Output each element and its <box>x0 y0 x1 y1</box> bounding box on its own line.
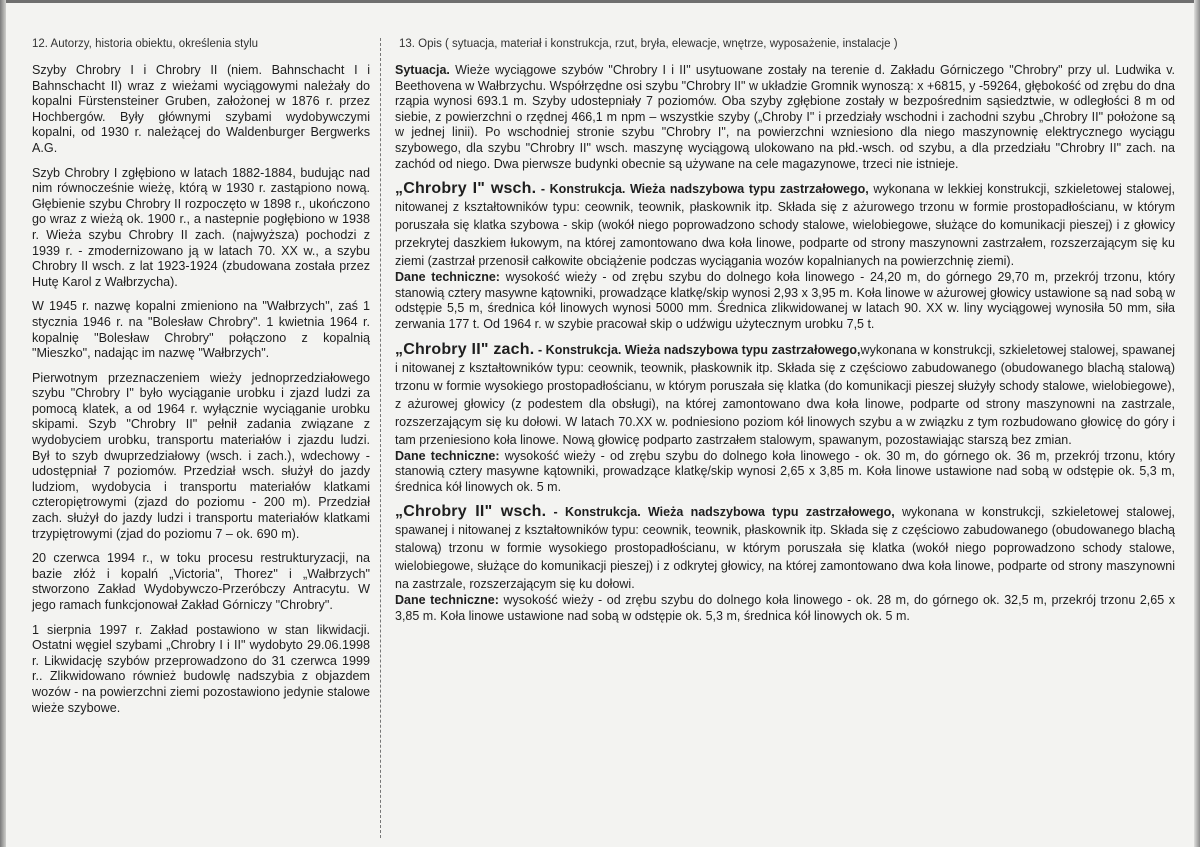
tower-3-construction <box>395 503 1175 593</box>
situation-text: Wieże wyciągowe szybów "Chrobry I i II" usytuowane zostały na terenie d. Zakładu Górniczego "Chrobry" przy ul. Ludwika v. Beethovena w Wałbrzychu. Współrzędne osi szybu "Chrobry II" w układzie Gromnik wynoszą: x +6815, y -59264, głębokość od zrębu do dna rząpia wynosi 693.1 m. Szyby udostepniały 7 poziomów. Oba szyby zgłębione zostały w bezpośrednim sąsiedztwie, w odległości 8 m od siebie, z powierzchni o rzędnej 466,1 m npm – wszystkie szyby („Chroby I" i przedziały wschodni i zachodni szybu „Chrobry II" położone są w jednej linii). Po wschodniej stronie szybu "Chrobry I", na powierzchni wzniesiono dla niego maszynownię elektrycznego wyciągu szybowego, dla szybu "Chrobry II" wsch. maszynę wyciągową ulokowano na płd.-wsch. od szybu, a dla przedziału "Chrobry II" zach. na zachód od niego. Dwa pierwsze budynki obecnie są używane na cele magazynowe, trzeci nie istnieje. <box>395 63 1175 171</box>
situation-label: Sytuacja. <box>395 63 450 77</box>
history-heading: 12. Autorzy, historia obiektu, określenia stylu <box>32 38 259 50</box>
tower-2-construction <box>395 341 1175 449</box>
scan-edge-right <box>1194 0 1200 847</box>
history-paragraph-5: 20 czerwca 1994 r., w toku procesu restrukturyzacji, na bazie złóż i kopalń „Victoria", Thorez" i „Wałbrzych" stworzono Zakład Wydobywczo-Przeróbczy Antracytu. W jego ramach funkcjonował Zakład Górniczy "Chrobry". <box>32 551 370 612</box>
tower-1-technical-text: wysokość wieży - od zrębu szybu do dolnego koła linowego - 24,20 m, do górnego 29,70 m, przekrój trzonu, który stanowią cztery masywne kątowniki, prowadzące klatkę/skip wynosi 2,93 x 3,95 m. Koła linowe w ażurowej głowicy ustawione są nad sobą w odstępie 5,5 m, średnica kół linowych wynosi 5000 mm. Średnica zlikwidowanej w latach 90. XX w. liny wyciągowej wynosiła 50 mm, siła zerwania 177 t. Od 1964 r. w szybie pracował skip o udźwigu użytecznym urobku 7,5 t. <box>395 270 1175 331</box>
history-paragraph-4: Pierwotnym przeznaczeniem wieży jednoprzedziałowego szybu "Chrobry I" było wyciąganie urobku i zjazd ludzi za pomocą klatek, a od 1964 r. wyłącznie wyciąganie urobku skipami. Szyb "Chrobry II" pełnił zadania związane z wydobyciem urobku, transportu materiałów i zjazdu ludzi. Był to szyb dwuprzedziałowy (wsch. i zach.), wdechowy - udostępniał 7 poziomów. Przedział wsch. służył do jazdy ludziom, wydobycia i transportu materiałów klatkami czteropiętrowymi (zjazd do poziomu - 200 m). Przedział zach. służył do jazdy ludzi i transportu materiałów klatkami trzypiętrowymi (zjad do poziomu 7 – ok. 690 m). <box>32 370 370 541</box>
tower-2-construction-label: - Konstrukcja. Wieża nadszybowa typu zastrzałowego, <box>534 342 861 357</box>
tower-2-name: „Chrobry II" zach. <box>395 340 535 358</box>
scan-edge-top <box>0 0 1200 3</box>
tower-3-technical-text: wysokość wieży - od zrębu szybu do dolnego koła linowego - ok. 28 m, do górnego ok. 32,5 m, przekrój trzonu 2,65 x 3,85 m. Koła linowe ustawione nad sobą w odstępie ok. 5,3 m, średnica kół linowych ok. 5 m. <box>395 593 1175 623</box>
tower-3-technical-label: Dane techniczne: <box>395 593 499 608</box>
tower-1-construction <box>395 180 1175 270</box>
tower-3-technical <box>395 593 1175 624</box>
tower-1-construction-text: wykonana w lekkiej konstrukcji, szkieletowej stalowej, nitowanej z kształtowników typu: ceownik, teownik, płaskownik itp. Składa się z ażurowego trzonu w formie prostopadłościanu, w którym poruszała się klatka szybowa - skip (wokół niego poprowadzono schody stalowe, wielobiegowe, służące do komunikacji pieszej) i z głowicy przekrytej daszkiem łukowym, na której zamontowano dwa koła linowe, podparte od strony maszynowni zastrzałem, rozszerzającym się ku ziemi (zastrzał przenosił całkowite obciążenie podczas wyciągania wozów kopalnianych na powierzchnię ziemi). <box>395 182 1175 269</box>
history-paragraph-1: Szyby Chrobry I i Chrobry II (niem. Bahnschacht I i Bahnschacht II) wraz z wieżami wyciągowymi należały do kopalni Fürstensteiner Gruben, założonej w 1876 r. przez Hochbergów. Były głównymi szybami wydobywczymi kopalni, od 1930 r. należącej do Waldenburger Bergwerks A.G. <box>32 63 370 155</box>
tower-1-technical <box>395 270 1175 332</box>
description-heading: 13. Opis ( sytuacja, materiał i konstrukcja, rzut, bryła, elewacje, wnętrze, wyposażenie, instalacje ) <box>399 38 898 50</box>
tower-1-technical-label: Dane techniczne: <box>395 270 500 285</box>
tower-2-technical <box>395 449 1175 496</box>
description-column <box>395 38 1175 633</box>
tower-2-construction-text: wykonana w konstrukcji, szkieletowej stalowej, spawanej i nitowanej z kształtowników typu: ceownik, teownik, płaskownik itp. Składa się z częściowo zabudowanego (obudowanego blachą stalową) trzonu w formie wysokiego prostopadłościanu, w którym poruszała się klatka (do komunikacji pieszej służyły schody stalowe, wielobiegowe), z ażurowej głowicy (z podestem dla obsługi), na której zamontowano dwa koła linowe, podparte od strony maszynowni na zastrzale, rozszerzającym się ku dołowi. W latach 70.XX w. podniesiono poziom kół linowych szybu a w związku z tym rozbudowano głowicę do góry i tam przeniesiono koła linowe. Nową głowicę podparto zastrzałem stalowym, spawanym, pozostawiając starszą bez zmian. <box>395 342 1175 447</box>
tower-1-construction-label: - Konstrukcja. Wieża nadszybowa typu zastrzałowego, <box>536 182 869 197</box>
history-paragraph-3: W 1945 r. nazwę kopalni zmieniono na "Wałbrzych", zaś 1 stycznia 1946 r. na "Bolesław Chrobry". 1 kwietnia 1964 r. kopalnię "Bolesław Chrobry" połączono z kopalnią "Mieszko", nadając im nazwę "Wałbrzych". <box>32 299 370 361</box>
tower-3-construction-label: - Konstrukcja. Wieża nadszybowa typu zastrzałowego, <box>546 505 895 520</box>
tower-3-name: „Chrobry II" wsch. <box>395 503 547 521</box>
tower-1-name: „Chrobry I" wsch. <box>395 180 537 198</box>
scan-edge-left <box>0 0 6 847</box>
history-paragraph-6: 1 sierpnia 1997 r. Zakład postawiono w stan likwidacji. Ostatni węgiel szybami „Chrobry I i II" wydobyto 29.06.1998 r. Likwidację szybów przeprowadzono do 31 czerwca 1999 r.. Zlikwidowano również budowlę nadszybia z objazdem wozów - na powierzchni ziemi pozostawiono jedynie stalowe wieże szybowe. <box>32 622 370 715</box>
tower-3-construction-text: wykonana w konstrukcji, szkieletowej stalowej, spawanej i nitowanej z kształtowników typu: ceownik, teownik, płaskownik itp. Składa się z częściowo zabudowanego (obudowanego blachą stalową) trzonu w formie wysokiego prostopadłościanu, w którym poruszała się klatka (wokół niego poprowadzono schody stalowe, wielobiegowe, służące do komunikacji pieszej) i z odkrytej głowicy, na której zamontowano dwa koła linowe, podparte od strony maszynowni na zastrzale, rozszerzającym się ku dołowi. <box>395 505 1175 592</box>
tower-2-technical-label: Dane techniczne: <box>395 448 500 463</box>
tower-2-technical-text: wysokość wieży - od zrębu szybu do dolnego koła linowego - ok. 30 m, do górnego ok. 36 m, przekrój trzonu, który stanowią cztery masywne kątowniki, prowadzące klatkę/skip wynosi 2,65 x 3,85 m. Koła linowe ustawione nad sobą w odstępie ok. 5,3 m, średnica kół linowych ok. 5 m. <box>395 448 1175 494</box>
situation-paragraph <box>395 63 1175 172</box>
column-divider <box>380 38 381 838</box>
history-paragraph-2: Szyb Chrobry I zgłębiono w latach 1882-1884, budując nad nim równocześnie wieżę, którą w 1930 r. zastąpiono nową. Głębienie szybu Chrobry II rozpoczęto w 1898 r., ukończono go wraz z wieżą ok. 1900 r., a nastepnie pogłębiono w 1938 r. Wieża szybu Chrobry II zach. (najwyższa) pochodzi z 1939 r. - zmodernizowano ją w latach 70. XX w., a szybu Chrobry II wsch. z lat 1923-1924 (zbudowana została przez Hutę Karol z Wałbrzycha). <box>32 165 370 289</box>
history-column <box>32 38 370 725</box>
